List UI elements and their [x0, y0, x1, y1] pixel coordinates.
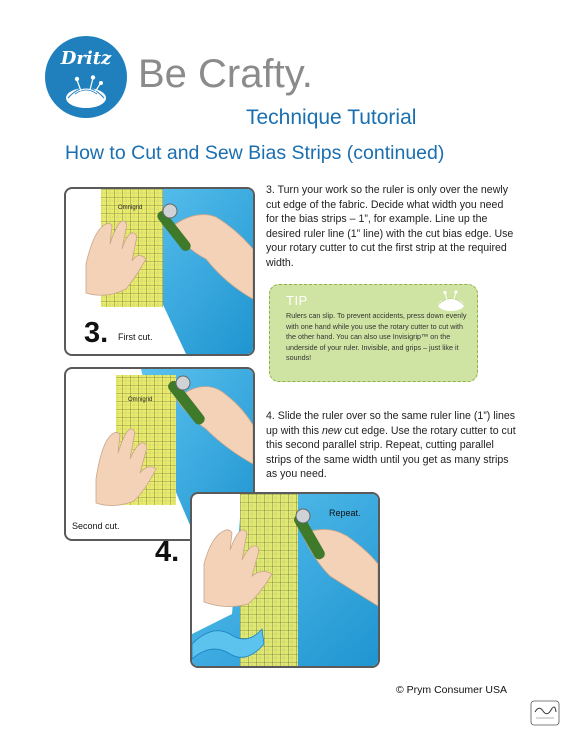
step-4-text-a: 4. Slide the ruler over so the same ruler line (1”) lines up with this	[266, 410, 516, 437]
step-4-text	[266, 409, 516, 482]
step-4-illustration-b	[190, 492, 380, 668]
brand-line: Be Crafty.	[138, 52, 313, 96]
pincushion-icon	[435, 290, 467, 312]
logo-wordmark: Dritz	[60, 48, 112, 69]
step-number: 3.	[84, 317, 109, 349]
ruler-brand-label: Omnigrid	[118, 205, 143, 211]
step-4-text-emphasis: new	[321, 424, 342, 437]
step-3-text: 3. Turn your work so the ruler is only over the newly cut edge of the fabric. Decide what width you need for the bias strips – 1”, for example. Line up the desired ruler line (1” line) with the cut bias edge. Use your rotary cutter to cut the first strip at the required width.	[266, 184, 514, 269]
ruler-brand-label: Omnigrid	[128, 397, 153, 403]
tip-text: Rulers can slip. To prevent accidents, press down evenly with one hand while you use the rotary cutter to cut with the other hand. You can also use Invisigrip™ on the underside of your ruler. Invisible, and grips – just like it sounds!	[286, 311, 467, 363]
tip-title: TIP	[286, 293, 308, 308]
page-subtitle: Technique Tutorial	[246, 106, 417, 129]
step-caption-second-cut: Second cut.	[72, 521, 120, 531]
step-number: 4.	[155, 536, 180, 568]
repeat-cut-illustration	[192, 494, 378, 666]
step-caption-repeat: Repeat.	[329, 508, 361, 518]
copyright-notice: © Prym Consumer USA	[396, 684, 508, 696]
pincushion-icon	[63, 74, 109, 110]
dritz-logo	[45, 36, 127, 118]
page-title: How to Cut and Sew Bias Strips (continued)	[65, 142, 445, 164]
tip-box	[269, 284, 478, 382]
step-3-illustration	[64, 187, 255, 356]
signature-logo	[530, 700, 560, 726]
step-4-text-b: cut edge. Use the rotary cutter to cut this second parallel strip. Repeat, cutting parallel strips of the same width until you get as many strips as you need.	[266, 424, 516, 481]
step-caption: First cut.	[118, 332, 153, 342]
